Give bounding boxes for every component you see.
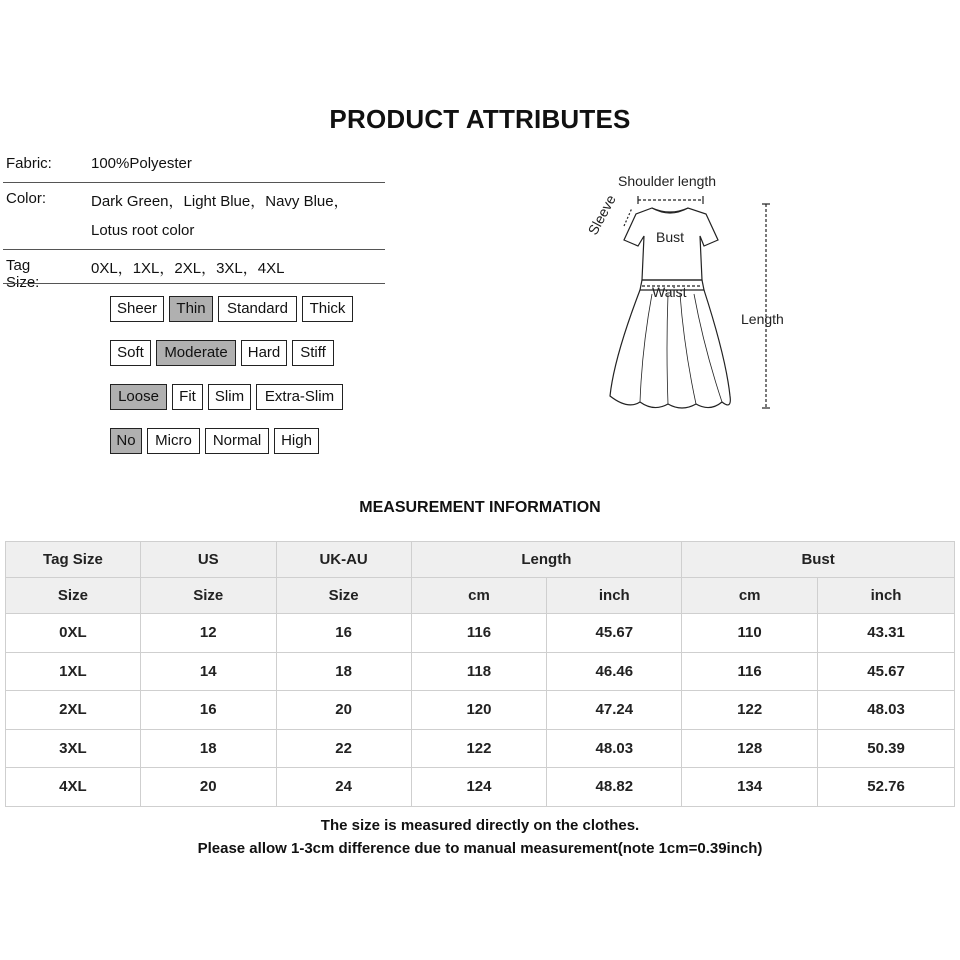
divider: [3, 182, 385, 183]
header-cell: Bust: [682, 542, 955, 578]
measurement-table: [5, 541, 955, 807]
table-cell: 122: [682, 691, 818, 730]
table-cell: 2XL: [6, 691, 141, 730]
waist-label: Waist: [652, 284, 687, 300]
length-label: Length: [741, 311, 784, 327]
header-cell: Size: [140, 578, 276, 614]
header-cell: cm: [411, 578, 547, 614]
table-cell: 110: [682, 614, 818, 653]
dress-measurement-diagram: [580, 168, 800, 418]
table-cell: 14: [140, 652, 276, 691]
table-cell: 43.31: [818, 614, 955, 653]
table-cell: 12: [140, 614, 276, 653]
table-row: [6, 614, 955, 653]
oft-option-no[interactable]: No: [110, 428, 142, 454]
header-cell: Tag Size: [6, 542, 141, 578]
table-cell: 0XL: [6, 614, 141, 653]
touch-option-soft[interactable]: Soft: [110, 340, 151, 366]
table-cell: 22: [276, 729, 411, 768]
thickness-option-thick[interactable]: Thick: [302, 296, 353, 322]
tag-size-value: 0XL，1XL，2XL，3XL，4XL: [91, 260, 285, 277]
table-cell: 48.03: [818, 691, 955, 730]
tag-size-label: Tag Size:: [6, 257, 40, 291]
divider: [3, 283, 385, 284]
measurement-note: The size is measured directly on the clothes.: [320, 817, 640, 834]
thickness-option-standard[interactable]: Standard: [218, 296, 297, 322]
sleeve-label: Sleeve: [584, 192, 619, 238]
table-cell: 45.67: [547, 614, 682, 653]
table-row: [6, 768, 955, 807]
header-cell: UK-AU: [276, 542, 411, 578]
table-cell: 48.03: [547, 729, 682, 768]
table-cell: 120: [411, 691, 547, 730]
table-cell: 20: [276, 691, 411, 730]
measurement-title: MEASUREMENT INFORMATION: [359, 499, 601, 516]
touch-option-hard[interactable]: Hard: [241, 340, 287, 366]
table-cell: 47.24: [547, 691, 682, 730]
table-cell: 20: [140, 768, 276, 807]
table-cell: 3XL: [6, 729, 141, 768]
table-cell: 124: [411, 768, 547, 807]
oft-option-normal[interactable]: Normal: [205, 428, 269, 454]
table-cell: 24: [276, 768, 411, 807]
page-title: PRODUCT ATTRIBUTES: [329, 104, 631, 134]
fabric-label: Fabric:: [6, 155, 52, 172]
thickness-option-thin[interactable]: Thin: [169, 296, 213, 322]
table-row: [6, 729, 955, 768]
table-cell: 46.46: [547, 652, 682, 691]
color-value-line1: Dark Green，Light Blue，Navy Blue，: [91, 193, 349, 210]
table-cell: 116: [682, 652, 818, 691]
table-row: [6, 691, 955, 730]
table-cell: 122: [411, 729, 547, 768]
table-cell: 128: [682, 729, 818, 768]
table-cell: 48.82: [547, 768, 682, 807]
table-cell: 16: [276, 614, 411, 653]
header-cell: cm: [682, 578, 818, 614]
thickness-option-sheer[interactable]: Sheer: [110, 296, 164, 322]
table-cell: 134: [682, 768, 818, 807]
touch-option-moderate[interactable]: Moderate: [156, 340, 236, 366]
table-cell: 1XL: [6, 652, 141, 691]
table-subheader-row: [6, 578, 955, 614]
table-cell: 116: [411, 614, 547, 653]
table-cell: 118: [411, 652, 547, 691]
shoulder-length-label: Shoulder length: [618, 173, 717, 189]
table-row: [6, 652, 955, 691]
table-cell: 18: [276, 652, 411, 691]
type-option-fit[interactable]: Fit: [172, 384, 203, 410]
header-cell: inch: [547, 578, 682, 614]
header-cell: Size: [276, 578, 411, 614]
header-cell: inch: [818, 578, 955, 614]
table-cell: 16: [140, 691, 276, 730]
table-header-row: [6, 542, 955, 578]
type-option-slim[interactable]: Slim: [208, 384, 251, 410]
header-cell: Length: [411, 542, 682, 578]
color-label: Color:: [6, 190, 47, 207]
header-cell: US: [140, 542, 276, 578]
type-option-extra-slim[interactable]: Extra-Slim: [256, 384, 343, 410]
fabric-value: 100%Polyester: [91, 155, 192, 172]
type-option-loose[interactable]: Loose: [110, 384, 167, 410]
header-cell: Size: [6, 578, 141, 614]
color-value-line2: Lotus root color: [91, 222, 195, 239]
divider: [3, 249, 385, 250]
bust-label: Bust: [656, 229, 685, 245]
table-cell: 4XL: [6, 768, 141, 807]
table-cell: 45.67: [818, 652, 955, 691]
oft-option-high[interactable]: High: [274, 428, 319, 454]
oft-option-micro[interactable]: Micro: [147, 428, 200, 454]
table-cell: 18: [140, 729, 276, 768]
measurement-disclaimer: Please allow 1-3cm difference due to manual measurement(note 1cm=0.39inch): [197, 840, 763, 857]
table-cell: 52.76: [818, 768, 955, 807]
table-cell: 50.39: [818, 729, 955, 768]
touch-option-stiff[interactable]: Stiff: [292, 340, 334, 366]
